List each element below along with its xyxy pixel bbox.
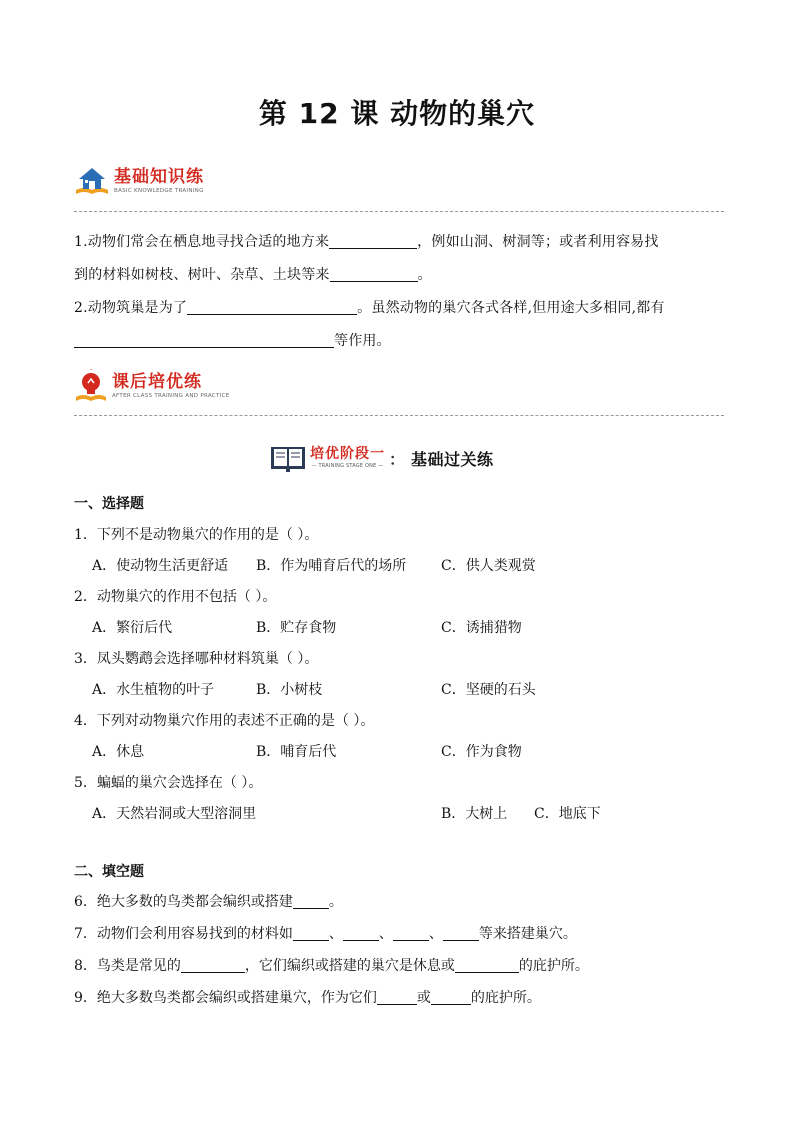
after-class-banner <box>74 369 229 403</box>
stage-badge: 培优阶段一 <box>310 446 385 462</box>
answer-blank[interactable] <box>293 923 329 941</box>
banner-title: 课后培优练 <box>112 372 202 392</box>
answer-blank[interactable] <box>431 987 471 1005</box>
banner-subtitle: BASIC KNOWLEDGE TRAINING <box>114 188 204 194</box>
answer-blank[interactable] <box>443 923 479 941</box>
answer-blank[interactable] <box>330 264 418 282</box>
banner-subtitle: AFTER CLASS TRAINING AND PRACTICE <box>112 393 230 399</box>
answer-blank[interactable] <box>74 330 334 348</box>
section-heading-fill: 二、填空题 <box>74 864 144 880</box>
section-heading-choice: 一、选择题 <box>74 496 144 512</box>
training-stage-header <box>270 443 494 473</box>
answer-blank[interactable] <box>329 231 417 249</box>
house-book-icon <box>74 166 110 196</box>
option-c[interactable]: C．坚硬的石头 <box>441 682 536 698</box>
fill-question-7: 7．动物们会利用容易找到的材料如 、 、 、 等来搭建巢穴。 <box>74 923 577 943</box>
option-a[interactable]: A．休息 <box>92 744 145 760</box>
banner-title: 基础知识练 <box>114 167 204 187</box>
answer-blank[interactable] <box>393 923 429 941</box>
option-b[interactable]: B．小树枝 <box>256 682 323 698</box>
fill-question-1-cont: 到的材料如树枝、树叶、杂草、土块等来 。 <box>74 259 726 292</box>
option-c[interactable]: C．作为食物 <box>441 744 522 760</box>
section-divider <box>74 211 724 212</box>
fill-question-2: 2.动物筑巢是为了 。虽然动物的巢穴各式各样,但用途大多相同,都有 <box>74 292 726 325</box>
stage-colon: ： <box>389 449 406 469</box>
fill-question-6: 6．绝大多数的鸟类都会编织或搭建 。 <box>74 891 343 911</box>
fill-question-2-cont: 等作用。 <box>74 325 726 358</box>
choice-question-2: 2．动物巢穴的作用不包括（ ）。 <box>74 589 277 605</box>
fill-question-1: 1.动物们常会在栖息地寻找合适的地方来 ，例如山洞、树洞等；或者利用容易找 <box>74 226 726 259</box>
option-b[interactable]: B．作为哺育后代的场所 <box>256 558 407 574</box>
option-a[interactable]: A．繁衍后代 <box>92 620 173 636</box>
answer-blank[interactable] <box>455 955 519 973</box>
section-divider <box>74 415 724 416</box>
page-title: 第 12 课 动物的巢穴 <box>258 97 536 130</box>
stage-badge-subtitle: — TRAINING STAGE ONE — <box>311 463 384 469</box>
answer-blank[interactable] <box>293 891 329 909</box>
option-c[interactable]: C．地底下 <box>534 806 601 822</box>
option-a[interactable]: A．天然岩洞或大型溶洞里 <box>92 806 257 822</box>
choice-question-1: 1．下列不是动物巢穴的作用的是（ ）。 <box>74 527 319 543</box>
open-book-icon <box>270 443 306 473</box>
option-c[interactable]: C．供人类观赏 <box>441 558 536 574</box>
answer-blank[interactable] <box>377 987 417 1005</box>
lightbulb-book-icon <box>74 369 108 403</box>
choice-question-4: 4．下列对动物巢穴作用的表述不正确的是（ ）。 <box>74 713 375 729</box>
choice-question-5: 5．蝙蝠的巢穴会选择在（ ）。 <box>74 775 263 791</box>
basic-knowledge-banner <box>74 166 204 196</box>
fill-question-9: 9．绝大多数鸟类都会编织或搭建巢穴，作为它们 或 的庇护所。 <box>74 987 541 1007</box>
option-b[interactable]: B．哺育后代 <box>256 744 337 760</box>
fill-question-8: 8．鸟类是常见的 ，它们编织或搭建的巢穴是休息或 的庇护所。 <box>74 955 589 975</box>
answer-blank[interactable] <box>343 923 379 941</box>
option-c[interactable]: C．诱捕猎物 <box>441 620 522 636</box>
option-b[interactable]: B．大树上 <box>441 806 508 822</box>
stage-name: 基础过关练 <box>411 449 494 469</box>
answer-blank[interactable] <box>181 955 245 973</box>
option-a[interactable]: A．使动物生活更舒适 <box>92 558 229 574</box>
basic-fill-questions <box>74 226 726 358</box>
answer-blank[interactable] <box>187 297 357 315</box>
option-a[interactable]: A．水生植物的叶子 <box>92 682 215 698</box>
choice-question-3: 3．凤头鹦鹉会选择哪种材料筑巢（ ）。 <box>74 651 319 667</box>
option-b[interactable]: B．贮存食物 <box>256 620 337 636</box>
